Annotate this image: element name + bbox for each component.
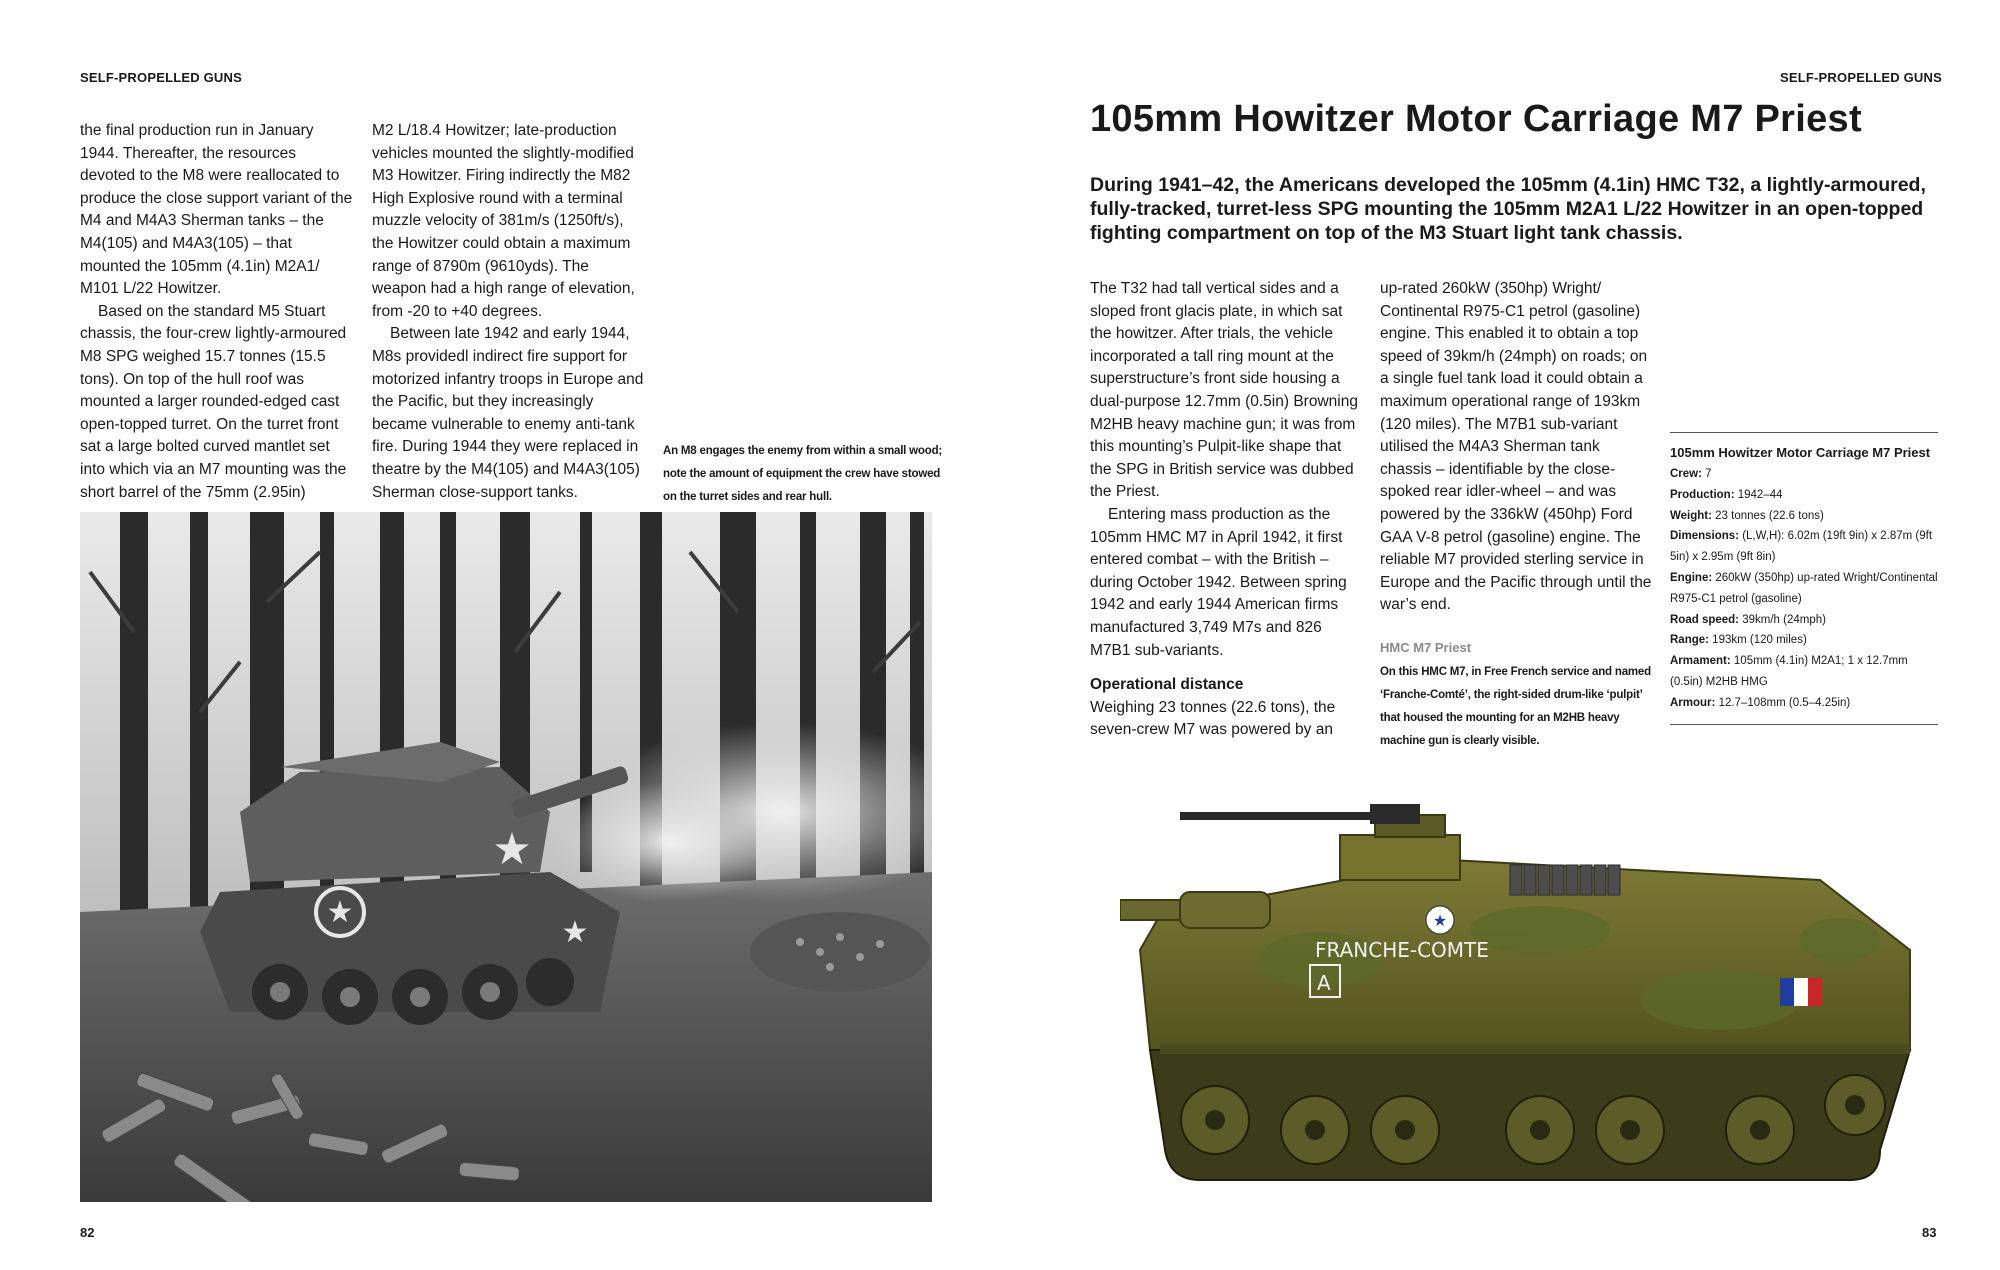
illustration-caption-text: On this HMC M7, in Free French service and named ‘Franche-Comté’, the right-sided drum-like ‘pulpit’ that housed the mounting for an M2HB heavy machine gun is clearly visible. <box>1380 666 1651 747</box>
paragraph: Weighing 23 tonnes (22.6 tons), the seven-crew M7 was powered by an <box>1090 698 1336 739</box>
spec-row: Production: 1942–44 <box>1670 488 1783 501</box>
paragraph: the final production run in January 1944. Thereafter, the resources devoted to the M8 were reallocated to produce the close support variant of the M4 and M4A3 Sherman tanks – the M4(105) and M4A3(105) – that mounted the 105mm (4.1in) M2A1/ M101 L/22 Howitzer. <box>80 122 353 298</box>
subhead: Operational distance <box>1090 676 1244 694</box>
svg-text:★: ★ <box>492 824 532 875</box>
left-column-1 <box>80 120 355 504</box>
svg-text:★: ★ <box>561 915 589 950</box>
m7-illustration-graphic <box>1120 800 1920 1200</box>
spec-row: Armament: 105mm (4.1in) M2A1; 1 x 12.7mm (0.5in) M2HB HMG <box>1670 655 1908 688</box>
page-number-left: 82 <box>80 1225 95 1240</box>
page-title: 105mm Howitzer Motor Carriage M7 Priest <box>1090 98 1862 140</box>
spec-box <box>1670 432 1938 725</box>
running-head-right: SELF-PROPELLED GUNS <box>1780 70 1942 85</box>
illustration-caption-title: HMC M7 Priest <box>1380 640 1472 655</box>
running-head-left: SELF-PROPELLED GUNS <box>80 70 242 85</box>
french-flag-icon <box>1780 978 1822 1006</box>
m8-photo <box>80 512 932 1202</box>
photo-caption: An M8 engages the enemy from within a small wood; note the amount of equipment the crew have stowed on the turret sides and rear hull. <box>663 445 943 503</box>
paragraph: Entering mass production as the 105mm HMC M7 in April 1942, it first entered combat – with the British – during October 1942. Between spring 1942 and early 1944 American firms manufactured 3,749 M7s and 826 M7B1 sub-variants. <box>1090 505 1347 659</box>
page-number-right: 83 <box>1922 1225 1937 1240</box>
illustration-caption <box>1380 640 1655 753</box>
vehicle-letter-marking: A <box>1317 971 1331 995</box>
spec-row: Road speed: 39km/h (24mph) <box>1670 613 1826 626</box>
paragraph: The T32 had tall vertical sides and a sloped front glacis plate, in which sat the howitzer. After trials, the vehicle incorporated a tall ring mount at the superstructure’s front side housing a dual-purpose 12.7mm (0.5in) Browning M2HB heavy machine gun; it was from this mounting’s Pulpit-like shape that the SPG in British service was dubbed the Priest. <box>1090 280 1358 501</box>
paragraph: M2 L/18.4 Howitzer; late-production vehicles mounted the slightly-modified M3 Howitzer. Firing indirectly the M82 High Explosive round with a terminal muzzle velocity of 381m/s (1250ft/s), the Howitzer could obtain a maximum range of 8790m (9610yds). The weapon had a high range of elevation, from -20 to +40 degrees. <box>372 122 635 320</box>
spec-box-title: 105mm Howitzer Motor Carriage M7 Priest <box>1670 445 1931 460</box>
standfirst: During 1941–42, the Americans developed the 105mm (4.1in) HMC T32, a lightly-armoured, fully-tracked, turret-less SPG mounting the 105mm M2A1 L/22 Howitzer in an open-topped fighting compartment on top of the M3 Stuart light tank chassis. <box>1090 174 1926 244</box>
right-column-2 <box>1380 278 1655 617</box>
paragraph: Based on the standard M5 Stuart chassis, the four-crew lightly-armoured M8 SPG weighed 15.7 tonnes (15.5 tons). On top of the hull roof was mounted a larger rounded-edged cast open-topped turret. On the turret front sat a large bolted curved mantlet set into which via an M7 mounting was the short barrel of the 75mm (2.95in) <box>80 302 347 501</box>
spec-row: Armour: 12.7–108mm (0.5–4.25in) <box>1670 696 1851 709</box>
paragraph: Between late 1942 and early 1944, M8s providedl indirect fire support for motorized infantry troops in Europe and the Pacific, but they increasingly became vulnerable to enemy anti-tank fire. During 1944 they were replaced in theatre by the M4(105) and M4A3(105) Sherman close-support tanks. <box>372 325 644 501</box>
spec-row: Range: 193km (120 miles) <box>1670 634 1807 647</box>
m7-illustration <box>1120 800 1920 1200</box>
left-column-2 <box>372 120 647 504</box>
right-column-1 <box>1090 278 1365 742</box>
svg-text:★: ★ <box>1432 911 1448 930</box>
m8-photo-graphic <box>80 512 932 1202</box>
vehicle-name-marking: FRANCHE-COMTE <box>1315 938 1489 962</box>
paragraph: up-rated 260kW (350hp) Wright/ Continental R975-C1 petrol (gasoline) engine. This enabled it to obtain a top speed of 39km/h (24mph) on roads; on a single fuel tank load it could obtain a maximum operational range of 193km (120 miles). The M7B1 sub-variant utilised the M4A3 Sherman tank chassis – identifiable by the close-spoked rear idler-wheel – and was powered by the 336kW (450hp) Ford GAA V-8 petrol (gasoline) engine. The reliable M7 provided sterling service in Europe and the Pacific through until the war’s end. <box>1380 280 1652 614</box>
svg-text:★: ★ <box>326 895 354 930</box>
spec-row: Engine: 260kW (350hp) up-rated Wright/Continental R975-C1 petrol (gasoline) <box>1670 571 1938 605</box>
spec-row: Dimensions: (L,W,H): 6.02m (19ft 9in) x 2.87m (9ft 5in) x 2.95m (9ft 8in) <box>1670 530 1933 564</box>
spec-row: Crew: 7 <box>1670 468 1712 480</box>
spec-row: Weight: 23 tonnes (22.6 tons) <box>1670 509 1824 522</box>
